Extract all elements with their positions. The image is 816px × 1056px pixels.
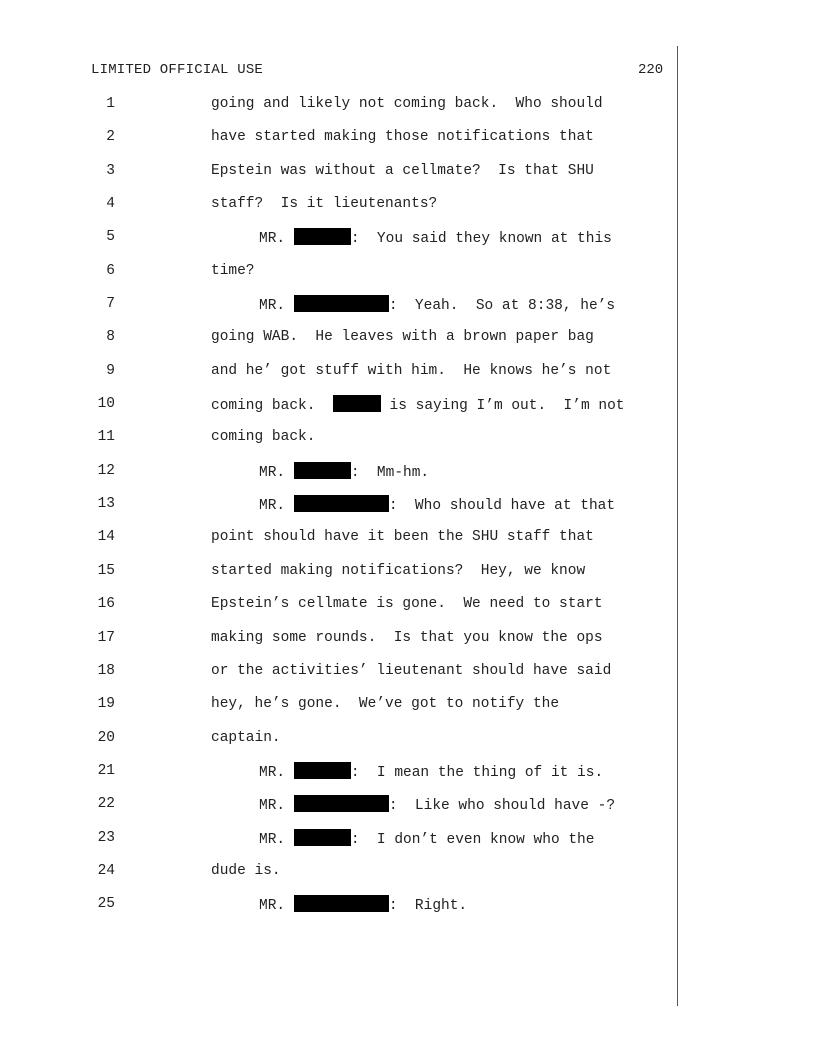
line-text (211, 395, 624, 415)
line-text (259, 795, 615, 815)
line-number: 6 (106, 262, 115, 279)
line-text (259, 228, 612, 248)
line-text-segment: or the activities’ lieutenant should have said (211, 662, 612, 679)
line-text-segment: have started making those notifications that (211, 129, 594, 146)
line-text (211, 428, 315, 446)
line-number: 22 (97, 796, 115, 813)
line-text-segment: coming back. (211, 429, 316, 446)
line-text-segment: Epstein was without a cellmate? Is that SHU (211, 162, 594, 179)
line-number: 10 (97, 396, 115, 413)
line-text-segment: MR. (259, 498, 294, 515)
transcript-line (0, 862, 680, 895)
line-text-segment: time? (211, 262, 255, 279)
line-text-segment: started making notifications? Hey, we know (211, 562, 586, 579)
transcript-line (0, 328, 680, 361)
line-number: 23 (97, 829, 115, 846)
line-number: 4 (106, 196, 115, 213)
line-text (259, 462, 429, 482)
line-text-segment: MR. (259, 798, 294, 815)
line-text-segment: making some rounds. Is that you know the ops (211, 629, 603, 646)
line-text (211, 729, 281, 747)
line-text (211, 662, 611, 680)
redaction-box (294, 462, 351, 479)
line-text (259, 762, 603, 782)
line-number: 7 (106, 296, 115, 313)
redaction-box (294, 762, 351, 779)
transcript-line (0, 195, 680, 228)
transcript-line (0, 528, 680, 561)
line-text (211, 595, 603, 613)
line-text (259, 495, 615, 515)
page-number: 220 (638, 62, 664, 78)
line-text (211, 195, 437, 213)
line-number: 16 (97, 596, 115, 613)
transcript-line (0, 662, 680, 695)
line-text-segment: going WAB. He leaves with a brown paper bag (211, 329, 594, 346)
line-text-segment: point should have it been the SHU staff that (211, 529, 594, 546)
line-text-segment: Epstein’s cellmate is gone. We need to start (211, 596, 603, 613)
line-text (211, 862, 281, 880)
transcript-lines (0, 95, 680, 929)
line-text-segment: hey, he’s gone. We’ve got to notify the (211, 696, 560, 713)
line-text-segment: : I mean the thing of it is. (350, 764, 604, 781)
line-text-segment: captain. (211, 729, 281, 746)
redaction-box (294, 295, 389, 312)
line-number: 25 (97, 896, 115, 913)
transcript-line (0, 729, 680, 762)
redaction-box (294, 895, 389, 912)
line-text (211, 262, 255, 280)
redaction-box (294, 228, 351, 245)
line-text (211, 629, 603, 647)
transcript-line (0, 829, 680, 862)
line-text-segment: : Yeah. So at 8:38, he’s (388, 298, 616, 315)
transcript-line (0, 895, 680, 928)
redaction-box (294, 795, 389, 812)
transcript-line (0, 95, 680, 128)
line-number: 18 (97, 662, 115, 679)
transcript-line (0, 629, 680, 662)
line-number: 15 (97, 562, 115, 579)
line-text-segment: MR. (259, 898, 294, 915)
transcript-line (0, 795, 680, 828)
line-text (211, 528, 594, 546)
line-text-segment: MR. (259, 831, 294, 848)
line-text (211, 562, 585, 580)
line-number: 13 (97, 496, 115, 513)
transcript-line (0, 395, 680, 428)
transcript-line (0, 762, 680, 795)
line-number: 9 (106, 362, 115, 379)
line-text (259, 895, 467, 915)
line-text-segment: is saying I’m out. I’m not (380, 398, 625, 415)
transcript-line (0, 428, 680, 461)
transcript-line (0, 462, 680, 495)
line-number: 19 (97, 696, 115, 713)
line-text (211, 695, 559, 713)
line-text-segment: : You said they known at this (350, 231, 612, 248)
line-number: 24 (97, 862, 115, 879)
line-text-segment: coming back. (211, 398, 333, 415)
transcript-line (0, 162, 680, 195)
line-text (211, 162, 594, 180)
transcript-line (0, 595, 680, 628)
line-text-segment: going and likely not coming back. Who should (211, 96, 603, 112)
line-number: 8 (106, 329, 115, 346)
line-number: 20 (97, 729, 115, 746)
line-text-segment: : I don’t even know who the (350, 831, 595, 848)
line-text (211, 328, 594, 346)
redaction-box (333, 395, 381, 412)
redaction-box (294, 495, 389, 512)
line-number: 11 (97, 429, 115, 446)
line-text-segment: MR. (259, 298, 294, 315)
line-number: 21 (97, 762, 115, 779)
line-text-segment: : Right. (388, 898, 468, 915)
line-text-segment: and he’ got stuff with him. He knows he’s not (211, 362, 612, 379)
line-text-segment: dude is. (211, 862, 281, 879)
line-number: 3 (106, 162, 115, 179)
line-number: 14 (97, 529, 115, 546)
line-text-segment: MR. (259, 764, 294, 781)
line-number: 2 (106, 129, 115, 146)
transcript-line (0, 362, 680, 395)
line-text-segment: staff? Is it lieutenants? (211, 196, 438, 213)
transcript-line (0, 128, 680, 161)
line-text (211, 95, 603, 113)
redaction-box (294, 829, 351, 846)
line-text (211, 128, 594, 146)
line-text-segment: : Like who should have -? (388, 798, 616, 815)
line-text-segment: : Mm-hm. (350, 464, 430, 481)
line-text-segment: : Who should have at that (388, 498, 616, 515)
line-number: 17 (97, 629, 115, 646)
line-number: 12 (97, 462, 115, 479)
line-text (211, 362, 611, 380)
transcript-line (0, 262, 680, 295)
transcript-line (0, 562, 680, 595)
line-number: 1 (106, 96, 115, 112)
line-text (259, 295, 615, 315)
transcript-line (0, 495, 680, 528)
transcript-line (0, 295, 680, 328)
line-text-segment: MR. (259, 464, 294, 481)
line-number: 5 (106, 229, 115, 246)
classification-header: LIMITED OFFICIAL USE (91, 62, 264, 78)
transcript-line (0, 695, 680, 728)
line-text (259, 829, 594, 849)
transcript-line (0, 228, 680, 261)
line-text-segment: MR. (259, 231, 294, 248)
